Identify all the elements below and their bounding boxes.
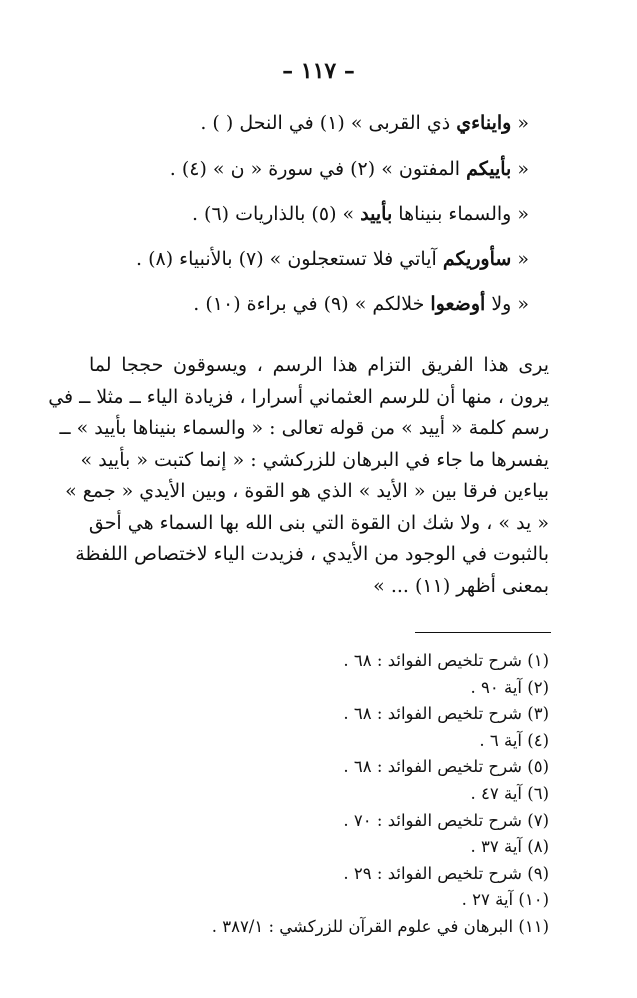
quote-word: وايناءي — [456, 112, 512, 134]
paragraph-line: رسم كلمة « أييد » من قوله تعالى : « والسماء بنيناها بأييد » ــ — [59, 417, 549, 439]
quote-line — [200, 112, 529, 134]
footnote-divider — [415, 632, 551, 633]
quote-open: « — [511, 112, 529, 134]
footnote: (٦) آية ٤٧ . — [470, 783, 549, 803]
footnote: (٤) آية ٦ . — [479, 730, 549, 750]
paragraph-line: يرون ، منها أن للرسم العثماني أسرارا ، فزيادة الياء ــ مثلا ــ في — [48, 385, 549, 408]
footnote: (٩) شرح تلخيص الفوائد : ٢٩ . — [343, 863, 549, 883]
quote-open: « ولا — [485, 293, 529, 315]
quote-line — [192, 203, 529, 225]
footnote: (٥) شرح تلخيص الفوائد : ٦٨ . — [343, 757, 549, 777]
quote-line — [136, 248, 529, 270]
quote-rest: » (٥) بالذاريات (٦) . — [191, 203, 361, 225]
paragraph-line: يرى هذا الفريق التزام هذا الرسم ، ويسوقون حججا لما — [89, 354, 549, 376]
footnote: (٢) آية ٩٠ . — [470, 677, 549, 697]
footnote: (٣) شرح تلخيص الفوائد : ٦٨ . — [343, 704, 549, 724]
paragraph-line: بمعنى أظهر (١١) ... » — [373, 574, 549, 597]
quote-line — [193, 293, 529, 315]
footnote: (١١) البرهان في علوم القرآن للزركشي : ٣٨٧/١ . — [211, 916, 549, 936]
body-paragraph — [48, 350, 549, 602]
quote-word: بأييكم — [466, 158, 512, 180]
paragraph-line: يفسرها ما جاء في البرهان للزركشي : « إنما كتبت « بأييد » — [80, 448, 549, 471]
quote-line — [170, 158, 529, 180]
footnotes — [212, 648, 549, 941]
page-number: – ١١٧ – — [282, 58, 355, 84]
quote-rest: آياتي فلا تستعجلون » (٧) بالأنبياء (٨) . — [135, 248, 443, 270]
quote-rest: خلالكم » (٩) في براءة (١٠) . — [193, 293, 431, 315]
footnote: (٧) شرح تلخيص الفوائد : ٧٠ . — [343, 810, 549, 830]
quote-word: سأوريكم — [442, 248, 512, 270]
quote-open: « — [511, 248, 529, 270]
quote-open: « والسماء بنيناها — [392, 203, 529, 225]
quote-rest: المفتون » (٢) في سورة « ن » (٤) . — [169, 158, 467, 180]
footnote: (١) شرح تلخيص الفوائد : ٦٨ . — [343, 651, 549, 670]
quote-open: « — [511, 158, 529, 180]
paragraph-line: « يد » ، ولا شك ان القوة التي بنى الله بها السماء هي أحق — [88, 511, 549, 534]
paragraph-line: بياءين فرقا بين « الأيد » الذي هو القوة ، وبين الأيدي « جمع » — [65, 480, 549, 502]
quote-word: بأييد — [360, 203, 393, 225]
footnote: (٨) آية ٣٧ . — [470, 837, 549, 857]
paragraph-line: بالثبوت في الوجود من الأيدي ، فزيدت الياء لاختصاص اللفظة — [75, 543, 549, 565]
footnote: (١٠) آية ٢٧ . — [461, 890, 549, 910]
quote-rest: ذي القربى » (١) في النحل ( ) . — [200, 112, 457, 134]
quote-word: أوضعوا — [430, 293, 486, 315]
